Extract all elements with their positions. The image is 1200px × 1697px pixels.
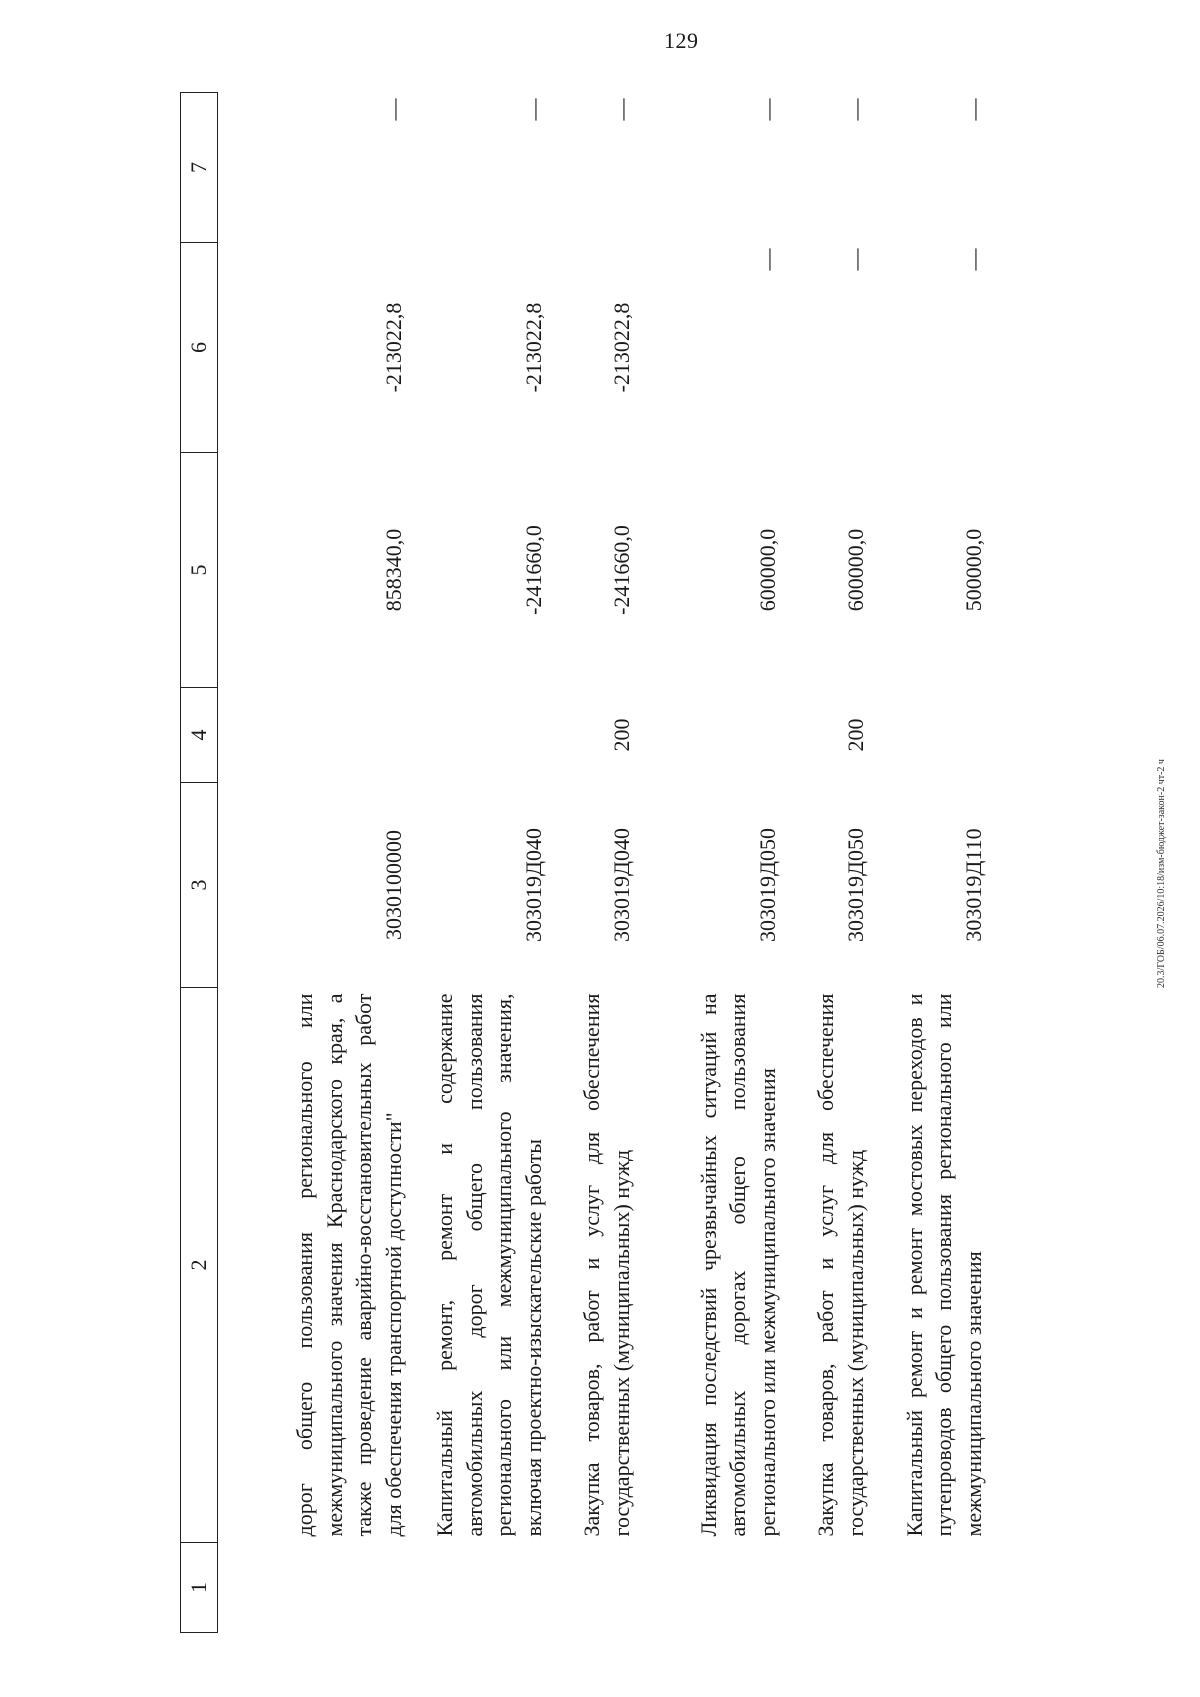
column-header: 7 xyxy=(181,93,218,243)
cell-type xyxy=(870,688,988,783)
cell-code: 3030100000 xyxy=(380,830,406,940)
cell-value-5: -241660,0 xyxy=(520,525,546,615)
cell-description: Закупка товаров, работ и услуг для обеспечения государственных (муниципальных) нужд xyxy=(579,993,634,1537)
cell-value-7: — xyxy=(960,98,986,121)
budget-table xyxy=(180,92,988,1633)
cell-value-5: 600000,0 xyxy=(754,528,780,612)
rotated-table-wrapper xyxy=(180,93,1080,1633)
cell-value-6: -213022,8 xyxy=(380,302,406,393)
table-row xyxy=(218,93,409,1633)
table-row xyxy=(548,93,636,1633)
cell-empty xyxy=(408,1543,548,1633)
cell-type: 200 xyxy=(608,718,634,752)
cell-value-6: -213022,8 xyxy=(520,302,546,393)
document-code xyxy=(1154,108,1168,1638)
cell-value-6: — xyxy=(754,248,780,271)
cell-value-6: — xyxy=(960,248,986,271)
cell-code: 303019Д050 xyxy=(842,828,868,943)
cell-code: 303019Д040 xyxy=(520,828,546,943)
table-row xyxy=(636,93,782,1633)
cell-description: дорог общего пользования регионального или межмуниципального значения Краснодарского края, а также проведение аварийно-восстановительных работ для обеспечения транспортной доступности" xyxy=(292,993,406,1537)
column-header: 5 xyxy=(181,453,218,688)
cell-value-5: 858340,0 xyxy=(380,528,406,612)
cell-type xyxy=(636,688,782,783)
table-row xyxy=(870,93,988,1633)
cell-empty xyxy=(218,1543,409,1633)
cell-code: 303019Д050 xyxy=(754,828,780,943)
cell-type xyxy=(408,688,548,783)
document-code-text: 20.3/ГОБ/06.07.2026/10:18/изм-бюджет-закон-2 чт-2 ч xyxy=(1155,758,1167,988)
table-row xyxy=(782,93,870,1633)
page-number: 129 xyxy=(664,28,699,53)
cell-description: Закупка товаров, работ и услуг для обеспечения государственных (муниципальных) нужд xyxy=(813,993,868,1537)
column-header: 1 xyxy=(181,1543,218,1633)
cell-value-5: -241660,0 xyxy=(608,525,634,615)
cell-value-6: -213022,8 xyxy=(608,302,634,393)
column-header: 4 xyxy=(181,688,218,783)
cell-code: 303019Д110 xyxy=(960,828,986,942)
cell-description: Капитальный ремонт, ремонт и содержание автомобильных дорог общего пользования регионального или межмуниципального значения, включая проектно-изыскательские работы xyxy=(432,993,546,1537)
cell-empty xyxy=(870,1543,988,1633)
cell-empty xyxy=(636,1543,782,1633)
column-header: 2 xyxy=(181,988,218,1543)
table-header xyxy=(181,93,218,1633)
cell-description: Капитальный ремонт и ремонт мостовых переходов и путепроводов общего пользования регионального или межмуниципального значения xyxy=(901,993,986,1537)
cell-value-7: — xyxy=(520,98,546,121)
cell-type: 200 xyxy=(842,718,868,752)
cell-value-5: 500000,0 xyxy=(960,528,986,612)
column-header: 3 xyxy=(181,783,218,988)
cell-empty xyxy=(782,1543,870,1633)
cell-value-7: — xyxy=(754,98,780,121)
cell-empty xyxy=(548,1543,636,1633)
column-header: 6 xyxy=(181,243,218,453)
cell-value-7: — xyxy=(842,98,868,121)
cell-type xyxy=(218,688,409,783)
cell-value-6: — xyxy=(842,248,868,271)
table-row xyxy=(408,93,548,1633)
cell-value-7: — xyxy=(608,98,634,121)
cell-value-7: — xyxy=(380,98,406,121)
cell-code: 303019Д040 xyxy=(608,828,634,943)
cell-description: Ликвидация последствий чрезвычайных ситуаций на автомобильных дорогах общего пользования регионального или межмуниципального значения xyxy=(695,993,780,1537)
cell-value-5: 600000,0 xyxy=(842,528,868,612)
